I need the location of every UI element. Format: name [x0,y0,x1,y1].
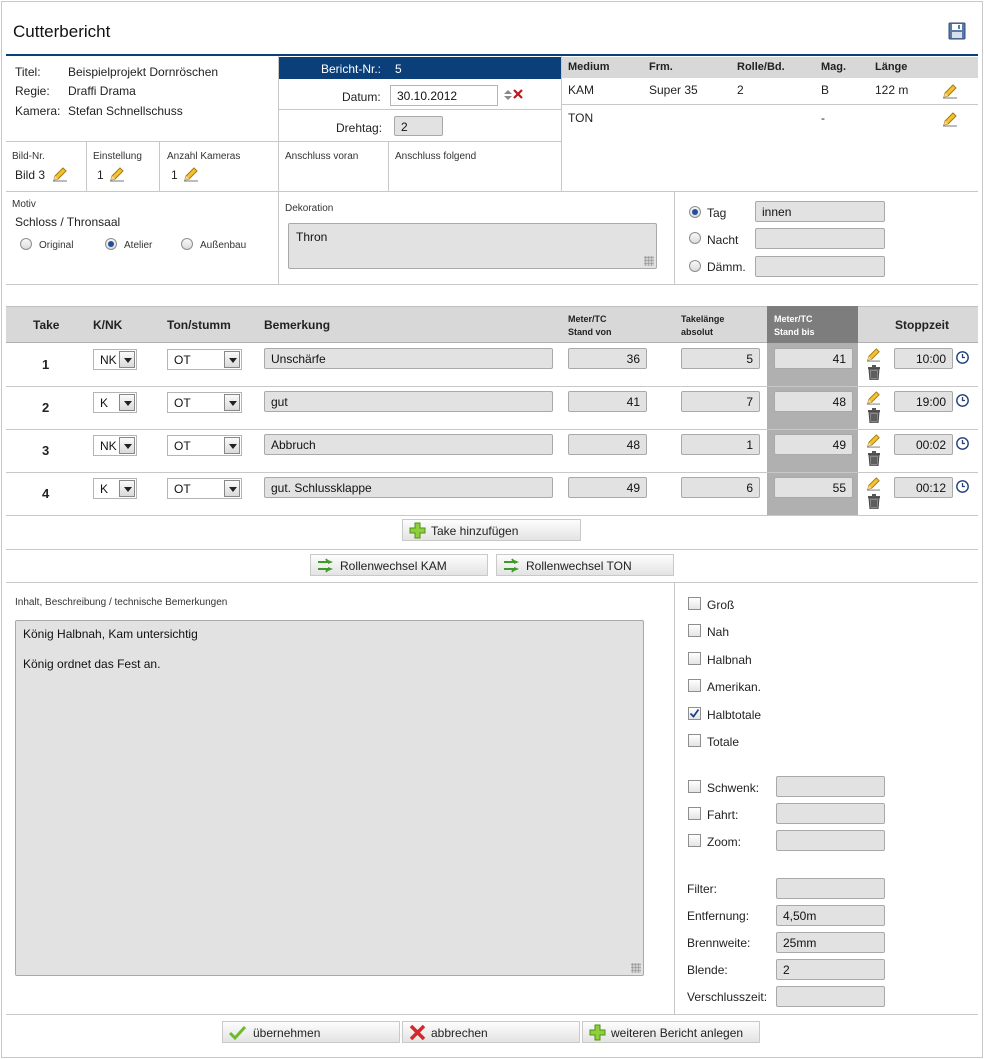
uebernehmen-button[interactable] [222,1021,400,1043]
motiv-aussenbau-radio[interactable] [181,238,193,250]
motiv-atelier-radio[interactable] [105,238,117,250]
knk-select[interactable] [93,349,137,370]
anschluss-folgend-label: Anschluss folgend [395,151,477,162]
stand-von-field[interactable]: 41 [568,391,647,412]
anzahl-kameras-value: 1 [171,168,178,182]
ton-select[interactable] [167,478,242,499]
chevron-down-icon[interactable] [119,437,135,454]
spinner-icon[interactable] [503,89,513,101]
ton-value: OT [174,482,191,496]
edit-kameras-pencil-icon[interactable] [183,166,199,182]
inhalt-label: Inhalt, Beschreibung / technische Bemerkungen [15,597,228,608]
ton-select[interactable] [167,435,242,456]
cancel-x-icon [409,1024,426,1041]
clock-icon[interactable] [956,394,969,407]
daemm-radio[interactable] [689,260,701,272]
clock-icon[interactable] [956,351,969,364]
uebernehmen-label: übernehmen [253,1026,321,1040]
row-divider [6,472,978,473]
einstellungsgroesse-checkbox[interactable] [688,597,701,610]
media-row-kam-laenge: 122 m [875,83,909,97]
neuer-bericht-button[interactable] [582,1021,760,1043]
row-divider [6,386,978,387]
daemm-label: Dämm. [707,260,746,274]
bewegung-checkbox[interactable] [688,834,701,847]
einstellungsgroesse-label: Halbtotale [707,708,762,722]
titel-label: Titel: [15,65,41,79]
technik-label: Verschlusszeit: [687,990,768,1004]
take-number: 3 [42,443,50,458]
col-bemerkung: Bemerkung [264,318,331,332]
bewegung-checkbox[interactable] [688,780,701,793]
media-col-medium: Medium [568,61,610,73]
bewegung-field[interactable] [776,803,885,824]
chevron-down-icon[interactable] [224,480,240,497]
technik-label: Entfernung: [687,909,750,923]
clock-icon[interactable] [956,480,969,493]
col-take: Take [33,318,60,332]
einstellungsgroesse-label: Amerikan. [707,680,762,694]
takelaenge-field[interactable]: 7 [681,391,760,412]
plus-icon [589,1024,606,1041]
einstellung-value: 1 [97,168,104,182]
nacht-label: Nacht [707,233,739,247]
clock-icon[interactable] [956,437,969,450]
stand-von-field[interactable]: 48 [568,434,647,455]
stand-von-field[interactable]: 36 [568,348,647,369]
knk-select[interactable] [93,392,137,413]
daemm-field[interactable] [755,256,885,277]
nacht-field[interactable] [755,228,885,249]
bericht-nr-value: 5 [395,62,402,76]
neuer-bericht-label: weiteren Bericht anlegen [611,1026,744,1040]
tag-field[interactable]: innen [755,201,885,222]
media-row-kam-frm: Super 35 [649,83,698,97]
media-row-kam-medium: KAM [568,83,595,97]
technik-label: Filter: [687,882,717,896]
bemerkung-field[interactable]: gut [264,391,553,412]
ton-value: OT [174,439,191,453]
knk-value: NK [100,353,117,367]
drehtag-field[interactable]: 2 [394,116,443,136]
technik-label: Blende: [687,963,728,977]
col-stand-bis-1: Meter/TC [774,314,813,324]
titel-value: Beispielprojekt Dornröschen [68,65,219,79]
abbrechen-label: abbrechen [431,1026,488,1040]
regie-value: Draffi Drama [68,84,136,98]
inhalt-line-2: König ordnet das Fest an. [23,657,161,671]
technik-field[interactable]: 25mm [776,932,885,953]
motiv-aussenbau-label: Außenbau [200,240,247,251]
knk-value: K [100,396,109,410]
anschluss-voran-label: Anschluss voran [285,151,359,162]
datum-label: Datum: [342,90,381,104]
edit-ton-pencil-icon[interactable] [942,111,958,127]
edit-take-pencil-icon[interactable] [866,347,881,362]
delete-take-trash-icon[interactable] [867,365,881,380]
add-take-button[interactable] [402,519,581,541]
anzahl-kameras-label: Anzahl Kameras [167,151,241,162]
bewegung-field[interactable] [776,776,885,797]
technik-field[interactable]: 4,50m [776,905,885,926]
bemerkung-field[interactable]: Unschärfe [264,348,553,369]
checkmark-icon [229,1024,246,1041]
edit-kam-pencil-icon[interactable] [942,83,958,99]
chevron-down-icon[interactable] [119,480,135,497]
einstellungsgroesse-checkbox[interactable] [688,652,701,665]
dekoration-value: Thron [296,230,328,244]
einstellung-label: Einstellung [93,151,142,162]
ton-select[interactable] [167,349,242,370]
chevron-down-icon[interactable] [119,351,135,368]
tag-radio[interactable] [689,206,701,218]
media-row-kam-mag: B [821,83,830,97]
motiv-original-radio[interactable] [20,238,32,250]
motiv-original-label: Original [39,240,74,251]
technik-field[interactable]: 2 [776,959,885,980]
chevron-down-icon[interactable] [224,394,240,411]
bemerkung-field[interactable]: Abbruch [264,434,553,455]
stand-bis-field[interactable]: 41 [774,348,853,369]
motiv-value: Schloss / Thronsaal [15,215,121,229]
ton-value: OT [174,396,191,410]
checkmark-icon [689,708,700,719]
col-ton: Ton/stumm [167,318,231,332]
stoppzeit-field[interactable]: 10:00 [894,348,953,369]
technik-field[interactable] [776,986,885,1007]
edit-take-pencil-icon[interactable] [866,433,881,448]
knk-value: K [100,482,109,496]
col-knk: K/NK [93,318,123,332]
rollenwechsel-ton-label: Rollenwechsel TON [526,559,632,573]
swap-icon [503,557,520,574]
media-row-ton-medium: TON [568,111,594,125]
dekoration-label: Dekoration [285,203,334,214]
rollenwechsel-ton-button[interactable] [496,554,674,576]
motiv-atelier-label: Atelier [124,240,153,251]
row-divider [6,515,978,516]
knk-value: NK [100,439,117,453]
takelaenge-field[interactable]: 6 [681,477,760,498]
col-stand-von-1: Meter/TC [568,314,607,324]
delete-take-trash-icon[interactable] [867,494,881,509]
plus-icon [409,522,426,539]
stoppzeit-field[interactable]: 00:12 [894,477,953,498]
einstellungsgroesse-label: Groß [707,598,735,612]
media-col-mag: Mag. [821,61,847,73]
swap-icon [317,557,334,574]
stand-von-field[interactable]: 49 [568,477,647,498]
media-row-ton-mag: - [821,111,825,125]
take-number: 2 [42,400,50,415]
kamera-label: Kamera: [15,104,61,118]
col-takelaenge-2: absolut [681,327,714,337]
regie-label: Regie: [15,84,50,98]
bericht-nr-label: Bericht-Nr.: [321,62,382,76]
bewegung-label: Schwenk: [707,781,760,795]
bewegung-checkbox[interactable] [688,807,701,820]
technik-field[interactable] [776,878,885,899]
edit-take-pencil-icon[interactable] [866,390,881,405]
delete-take-trash-icon[interactable] [867,408,881,423]
take-number: 1 [42,357,50,372]
stand-bis-field[interactable]: 48 [774,391,853,412]
take-number: 4 [42,486,50,501]
rollenwechsel-kam-button[interactable] [310,554,488,576]
knk-select[interactable] [93,435,137,456]
stoppzeit-field[interactable]: 19:00 [894,391,953,412]
delete-take-trash-icon[interactable] [867,451,881,466]
stoppzeit-field[interactable]: 00:02 [894,434,953,455]
ton-value: OT [174,353,191,367]
row-divider [6,429,978,430]
einstellungsgroesse-checkbox[interactable] [688,624,701,637]
bewegung-label: Zoom: [707,835,742,849]
inhalt-textarea[interactable] [15,620,644,976]
inhalt-line-1: König Halbnah, Kam untersichtig [23,627,198,641]
edit-bild-pencil-icon[interactable] [52,166,68,182]
col-stand-bis-2: Stand bis [774,327,815,337]
media-col-rolle: Rolle/Bd. [737,61,785,73]
kamera-value: Stefan Schnellschuss [68,104,183,118]
edit-take-pencil-icon[interactable] [866,476,881,491]
motiv-label: Motiv [12,199,36,210]
header-divider [6,54,978,56]
bewegung-label: Fahrt: [707,808,739,822]
einstellungsgroesse-label: Totale [707,735,740,749]
chevron-down-icon[interactable] [224,351,240,368]
tag-label: Tag [707,206,727,220]
einstellungsgroesse-label: Halbnah [707,653,752,667]
chevron-down-icon[interactable] [119,394,135,411]
technik-label: Brennweite: [687,936,751,950]
media-col-laenge: Länge [875,61,908,73]
bewegung-field[interactable] [776,830,885,851]
takelaenge-field[interactable]: 5 [681,348,760,369]
knk-select[interactable] [93,478,137,499]
datum-field[interactable]: 30.10.2012 [390,85,498,106]
einstellungsgroesse-checkbox[interactable] [688,707,701,720]
col-stoppzeit: Stoppzeit [895,318,949,332]
clear-date-icon[interactable] [513,89,523,99]
bemerkung-field[interactable]: gut. Schlussklappe [264,477,553,498]
media-col-frm: Frm. [649,61,673,73]
takelaenge-field[interactable]: 1 [681,434,760,455]
media-row-kam-rolle: 2 [737,83,744,97]
save-icon[interactable] [948,22,966,40]
rollenwechsel-kam-label: Rollenwechsel KAM [340,559,447,573]
bild-nr-label: Bild-Nr. [12,151,45,162]
abbrechen-button[interactable] [402,1021,580,1043]
add-take-label: Take hinzufügen [431,524,519,538]
resize-grip-icon[interactable] [631,963,641,973]
edit-einstellung-pencil-icon[interactable] [109,166,125,182]
col-stand-von-2: Stand von [568,327,612,337]
col-takelaenge-1: Takelänge [681,314,725,324]
stand-bis-field[interactable]: 49 [774,434,853,455]
drehtag-label: Drehtag: [336,121,383,135]
chevron-down-icon[interactable] [224,437,240,454]
stand-bis-field[interactable]: 55 [774,477,853,498]
ton-select[interactable] [167,392,242,413]
page-title: Cutterbericht [13,22,111,41]
resize-grip-icon[interactable] [644,256,654,266]
einstellungsgroesse-checkbox[interactable] [688,734,701,747]
einstellungsgroesse-label: Nah [707,625,730,639]
einstellungsgroesse-checkbox[interactable] [688,679,701,692]
nacht-radio[interactable] [689,232,701,244]
dekoration-textarea[interactable] [288,223,657,269]
bild-nr-value: Bild 3 [15,168,46,182]
